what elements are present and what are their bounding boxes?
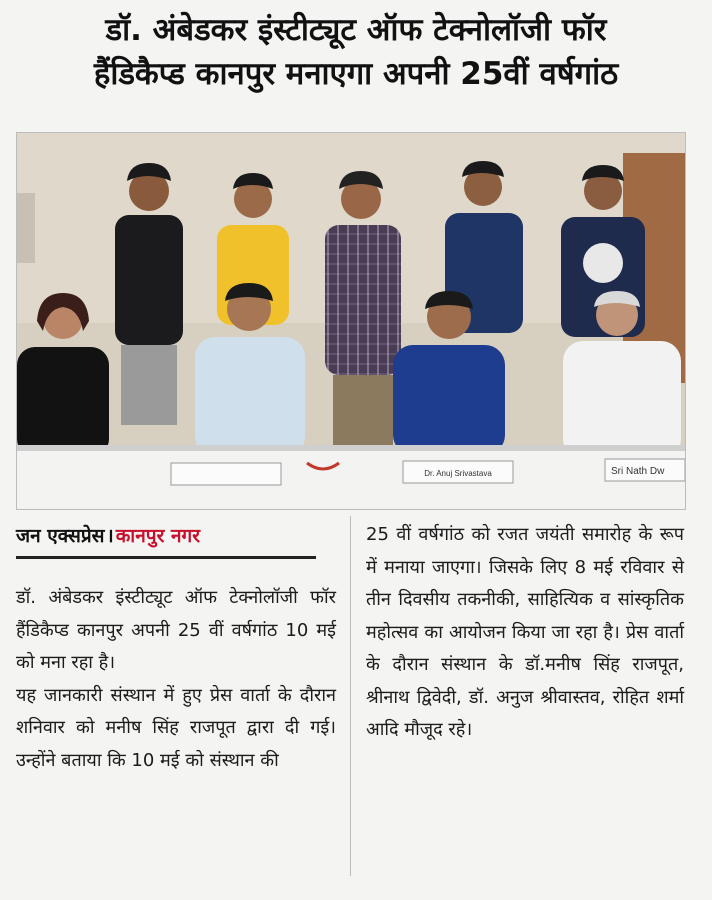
article-paragraph-3: 25 वीं वर्षगांठ को रजत जयंती समारोह के रूप में मनाया जाएगा। जिसके लिए 8 मई रविवार से तीन दिवसीय तकनीकी, साहित्यिक व सांस्कृतिक महोत्सव का आयोजन किया जा रहा है। प्रेस वार्ता के दौरान संस्थान के डॉ.मनीष सिंह राजपूत, श्रीनाथ द्विवेदी, डॉ. अनुज श्रीवास्तव, रोहित शर्मा आदि मौजूद रहे। (366, 524, 684, 740)
newspaper-name: जन एक्सप्रेस (16, 525, 105, 547)
dateline-city: कानपुर नगर (115, 525, 200, 547)
byline (16, 516, 316, 559)
name-plate-srinath: Sri Nath Dw (611, 466, 665, 477)
headline-line-1: डॉ. अंबेडकर इंस्टीट्यूट ऑफ टेक्नोलॉजी फॉर (105, 12, 607, 48)
press-conference-photo-illustration (17, 133, 685, 509)
article-column-left (16, 582, 336, 777)
name-plate-anuj: Dr. Anuj Srivastava (424, 469, 492, 478)
headline (0, 8, 712, 96)
article-column-right (366, 519, 684, 747)
headline-line-2: हैंडिकैप्ड कानपुर मनाएगा अपनी 25वीं वर्षगांठ (93, 56, 619, 92)
byline-separator: । (106, 525, 114, 547)
article-paragraph-2: यह जानकारी संस्थान में हुए प्रेस वार्ता के दौरान शनिवार को मनीष सिंह राजपूत द्वारा दी गई। उन्होंने बताया कि 10 मई को संस्थान की (16, 684, 336, 771)
press-conference-photo (16, 132, 686, 510)
article-paragraph-1: डॉ. अंबेडकर इंस्टीट्यूट ऑफ टेक्नोलॉजी फॉर हैंडिकैप्ड कानपुर अपनी 25 वीं वर्षगांठ 10 मई को मना रहा है। (16, 587, 336, 673)
column-divider (350, 516, 351, 876)
